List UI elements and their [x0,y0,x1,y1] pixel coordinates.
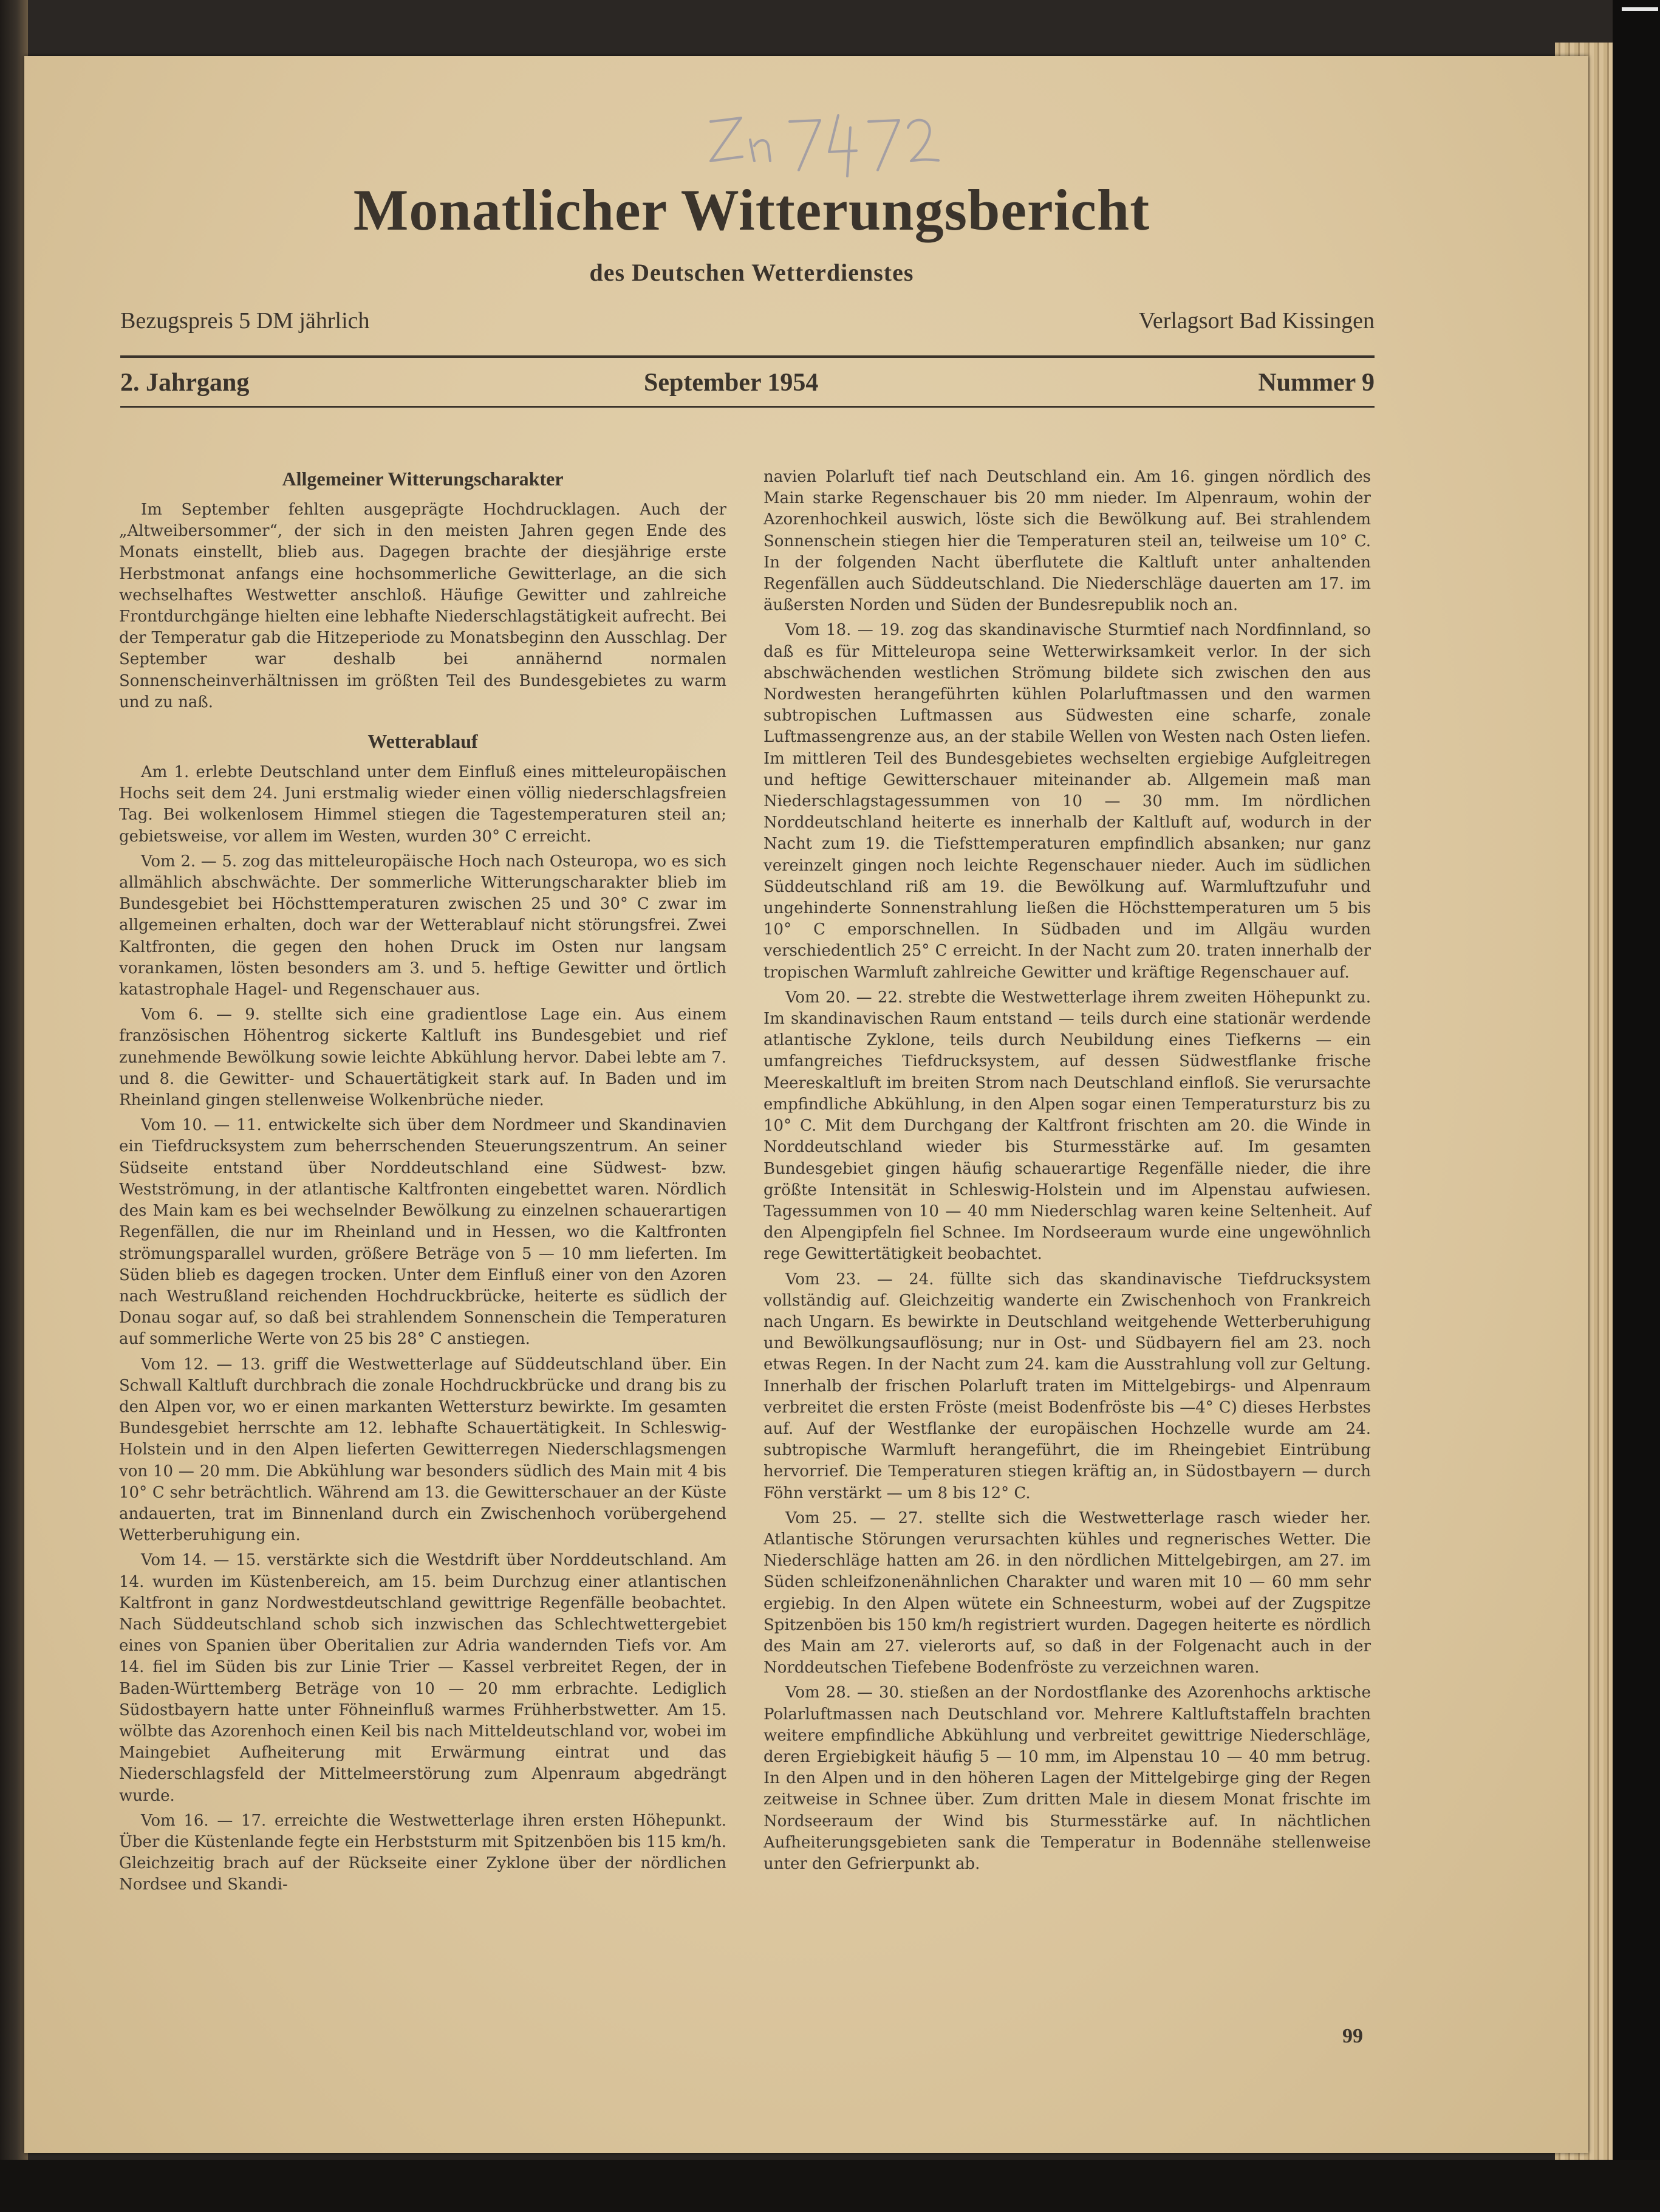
heading-general-character: Allgemeiner Witterungscharakter [282,468,564,490]
publication-subtitle: des Deutschen Wetterdienstes [589,259,914,286]
paragraph-days-25-27: Vom 25. — 27. stellte sich die Westwetterlage rasch wieder her. Atlantische Störungen verursachten kühles und regnerisches Wetter. Die Niederschläge hatten am 26. in den nördlichen Mittelgebirgen, am 27. im Süden schleifzonenähnlichen Charakter und waren mit 10 — 60 mm sehr ergiebig. In den Alpen wütete ein Schneesturm, wobei auf der Zugspitze Spitzenböen bis 150 km/h registriert wurden. Dagegen heiterte es nördlich des Main am 27. vielerorts auf, so daß in der Folgenacht auch in der Norddeutschen Tiefebene Bodenfröste zu verzeichnen waren. [763,1508,1371,1677]
publisher-location: Verlagsort Bad Kissingen [1138,308,1375,334]
publication-title: Monatlicher Witterungsbericht [353,177,1150,242]
paragraph-days-18-19: Vom 18. — 19. zog das skandinavische Sturmtief nach Nordfinnland, so daß es für Mitteleuropa seine Wetterwirksamkeit verlor. In der sich abschwächenden westlichen Strömung bildete sich zwischen den aus Nordwesten herangeführten kühlen Polarluftmassen und den warmen subtropischen Luftmassen aus Südwesten eine scharfe, zonale Luftmassengrenze aus, an der stabile Wellen von Westen nach Osten liefen. Im mittleren Teil des Bundesgebietes wechselten ergiebige Aufgleitregen und heftige Gewitterschauer miteinander ab. Allgemein maß man Niederschlagstagessummen von 10 — 30 mm. Im nördlichen Norddeutschland heiterte es innerhalb der Kaltluft auf, wodurch in der Nacht zum 19. die Tiefsttemperaturen empfindlich absanken; nur ganz vereinzelt gingen noch leichte Regenschauer nieder. Auch im südlichen Süddeutschland riß am 19. die Bewölkung auf. Warmluftzufuhr und ungehinderte Sonnenstrahlung ließen die Höchsttemperaturen um 5 bis 10° C emporschnellen. In Südbaden und im Allgäu wurden verschiedentlich 25° C erreicht. In der Nacht zum 20. traten innerhalb der tropischen Warmluft zahlreiche Gewitter und kräftige Regenschauer auf. [763,621,1371,982]
heading-weather-course: Wetterablauf [367,730,478,753]
subscription-price: Bezugspreis 5 DM jährlich [120,308,370,334]
header-rule-bottom [120,406,1375,408]
paragraph-days-23-24: Vom 23. — 24. füllte sich das skandinavische Tiefdrucksystem vollständig auf. Gleichzeitig wanderte ein Zwischenhoch von Frankreich nach Ungarn. Es bewirkte in Deutschland weitgehende Wetterberuhigung und Bewölkungsauflösung; nur in Ost- und Südbayern fiel am 23. noch etwas Regen. In der Nacht zum 24. kam die Ausstrahlung voll zur Geltung. Innerhalb der frischen Polarluft traten im Mittelgebirgs- und Alpenraum verbreitet die ersten Fröste (meist Bodenfröste bis —4° C) dieses Herbstes auf. Auf der Westflanke der europäischen Hochzelle wurde am 24. subtropische Warmluft herangeführt, die im Rheingebiet Eintrübung hervorrief. Die Temperaturen stiegen kräftig an, in Südostbayern — durch Föhn verstärkt — um 8 bis 12° C. [763,1270,1371,1502]
paragraph-days-6-9: Vom 6. — 9. stellte sich eine gradientlose Lage ein. Aus einem französischen Höhentrog sickerte Kaltluft ins Bundesgebiet und rief zunehmende Bewölkung sowie leichte Abkühlung hervor. Dabei lebte am 7. und 8. die Gewitter- und Schauertätigkeit stark auf. In Baden und im Rheinland gingen stellenweise Wolkenbrüche nieder. [119,1005,726,1110]
paragraph-days-10-11: Vom 10. — 11. entwickelte sich über dem Nordmeer und Skandinavien ein Tiefdrucksystem zum beherrschenden Steuerungszentrum. An seiner Südseite entstand über Norddeutschland eine Südwest- bzw. Westströmung, in der atlantische Kaltfronten eingebettet waren. Nördlich des Main kam es bei wechselnder Bewölkung zu einzelnen schauerartigen Regenfällen, die nur im Rheinland und in Hessen, wo die Kaltfronten strömungsparallel wurden, größere Beträge von 5 — 10 mm lieferten. Im Süden blieb es dagegen trocken. Unter dem Einfluß einer von den Azoren nach Westrußland reichenden Hochdruckbrücke, heiterte es südlich der Donau sogar auf, so daß bei strahlendem Sonnenschein die Temperaturen auf sommerliche Werte von 25 bis 28° C anstiegen. [119,1116,726,1349]
right-column [763,467,1371,1878]
page-number: 99 [1342,2025,1363,2047]
scan-mark [1622,7,1658,11]
paragraph-days-20-22: Vom 20. — 22. strebte die Westwetterlage ihrem zweiten Höhepunkt zu. Im skandinavischen Raum entstand — teils durch eine stationär werdende atlantische Zyklone, teils durch Neubildung eines Tiefkerns — ein umfangreiches Tiefdrucksystem, auf dessen Südwestflanke frische Meereskaltluft im breiten Strom nach Deutschland einfloß. Sie verursachte empfindliche Abkühlung, in den Alpen sogar einen Temperatursturz bis zu 10° C. Mit dem Durchgang der Kaltfront frischten am 20. die Winde in Norddeutschland wieder bis Sturmesstärke auf. Im gesamten Bundesgebiet gingen häufig schauerartige Regenfälle nieder, die ihre größte Intensität in Schleswig-Holstein und im Alpenstau aufwiesen. Tagessummen von 10 — 40 mm Niederschlag waren keine Seltenheit. Auf den Alpengipfeln fiel Schnee. Im Nordseeraum wurde eine ungewöhnlich rege Gewittertätigkeit beobachtet. [763,988,1371,1264]
issue-date: September 1954 [644,369,819,397]
book-cover-right [1613,0,1660,2212]
paragraph-general-character: Im September fehlten ausgeprägte Hochdrucklagen. Auch der „Altweibersommer“, der sich in den meisten Jahren gegen Ende des Monats einstellt, blieb aus. Dagegen brachte der diesjährige erste Herbstmonat anfangs eine hochsommerliche Gewitterlage, an die sich wechselhaftes Westwetter anschloß. Häufige Gewitter und zahlreiche Frontdurchgänge hielten eine lebhafte Niederschlagstätigkeit aufrecht. Bei der Temperatur gab die Hitzeperiode zu Monatsbeginn den Ausschlag. Der September war deshalb bei annähernd normalen Sonnenscheinverhältnissen im größten Teil des Bundesgebietes zu warm und zu naß. [119,501,726,711]
book-cover-bottom [0,2160,1660,2212]
paragraph-days-2-5: Vom 2. — 5. zog das mitteleuropäische Hoch nach Osteuropa, wo es sich allmählich abschwächte. Der sommerliche Witterungscharakter blieb im Bundesgebiet bei Höchsttemperaturen zwischen 25 und 30° C zwar im allgemeinen erhalten, doch war der Wetterablauf nicht störungsfrei. Zwei Kaltfronten, die gegen den hohen Druck im Osten nur langsam vorankamen, lösten besonders am 3. und 5. heftige Gewitter und örtlich katastrophale Hagel- und Regenschauer aus. [119,852,726,999]
paragraph-days-16-17-continued: navien Polarluft tief nach Deutschland ein. Am 16. gingen nördlich des Main starke Regenschauer bis 20 mm nieder. Im Alpenraum, wohin der Azorenhochkeil auswich, löste sich die Bewölkung auf. Bei strahlendem Sonnenschein stiegen hier die Temperaturen steil an, teilweise um 10° C. In der folgenden Nacht überflutete die Kaltluft unter anhaltenden Regenfällen auch Süddeutschland. Die Niederschläge dauerten am 17. im äußersten Norden und Süden der Bundesrepublik noch an. [763,468,1371,615]
header-rule-top [120,355,1375,358]
left-column [119,467,726,1900]
paragraph-days-12-13: Vom 12. — 13. griff die Westwetterlage auf Süddeutschland über. Ein Schwall Kaltluft durchbrach die zonale Hochdruckbrücke und drang bis zu den Alpen vor, wo er einen markanten Wettersturz bewirkte. Im gesamten Bundesgebiet herrschte am 12. lebhafte Schauertätigkeit. In Schleswig-Holstein und in den Alpen lieferten Gewitterregen Niederschlagsmengen von 10 — 20 mm. Die Abkühlung war besonders südlich des Main mit 4 bis 10° C sehr beträchtlich. Während am 13. die Gewitterschauer an der Küste andauerten, trat im Binnenland durch ein Zwischenhoch vorübergehend Wetterberuhigung ein. [119,1355,726,1545]
handwritten-shelf-mark [698,103,954,188]
paragraph-days-28-30: Vom 28. — 30. stießen an der Nordostflanke des Azorenhochs arktische Polarluftmassen nach Deutschland vor. Mehrere Kaltluftstaffeln brachten weitere empfindliche Abkühlung und verbreitet gewittrige Niederschläge, deren Ergiebigkeit häufig 5 — 10 mm, im Alpenstau 10 — 40 mm betrug. In den Alpen und in den höheren Lagen der Mittelgebirge ging der Regen zeitweise in Schnee über. Zum dritten Male in diesem Monat frischte im Nordseeraum der Wind bis Sturmesstärke auf. In nächtlichen Aufheiterungsgebieten sank die Temperatur in Bodennähe stellenweise unter den Gefrierpunkt ab. [763,1683,1371,1873]
paragraph-day-1: Am 1. erlebte Deutschland unter dem Einfluß eines mitteleuropäischen Hochs seit dem 24. Juni erstmalig wieder einen völlig niederschlagsfreien Tag. Bei wolkenlosem Himmel stiegen die Tagestemperaturen steil an; gebietsweise, vor allem im Westen, wurden 30° C erreicht. [119,763,726,846]
volume-label: 2. Jahrgang [120,369,250,397]
issue-number: Nummer 9 [1258,369,1375,397]
paragraph-days-16-17: Vom 16. — 17. erreichte die Westwetterlage ihren ersten Höhepunkt. Über die Küstenlande fegte ein Herbststurm mit Spitzenböen bis 115 km/h. Gleichzeitig brach auf der Rückseite einer Zyklone über der nördlichen Nordsee und Skandi- [119,1811,726,1894]
paragraph-days-14-15: Vom 14. — 15. verstärkte sich die Westdrift über Norddeutschland. Am 14. wurden im Küstenbereich, am 15. beim Durchzug einer atlantischen Kaltfront in ganz Nordwestdeutschland gewittrige Regenfälle beobachtet. Nach Süddeutschland schob sich inzwischen das Schlechtwettergebiet eines von Spanien über Oberitalien zur Adria wandernden Tiefs vor. Am 14. fiel im Süden bis zur Linie Trier — Kassel verbreitet Regen, der in Baden-Württemberg Beträge von 10 — 20 mm erbrachte. Lediglich Südostbayern hatte unter Föhneinfluß warmes Frühherbstwetter. Am 15. wölbte das Azorenhoch einen Keil bis nach Mitteldeutschland vor, wobei im Maingebiet Aufheiterung mit Erwärmung eintrat und das Niederschlagsfeld der Mittelmeerstörung zum Alpenraum abgedrängt wurde. [119,1551,726,1805]
